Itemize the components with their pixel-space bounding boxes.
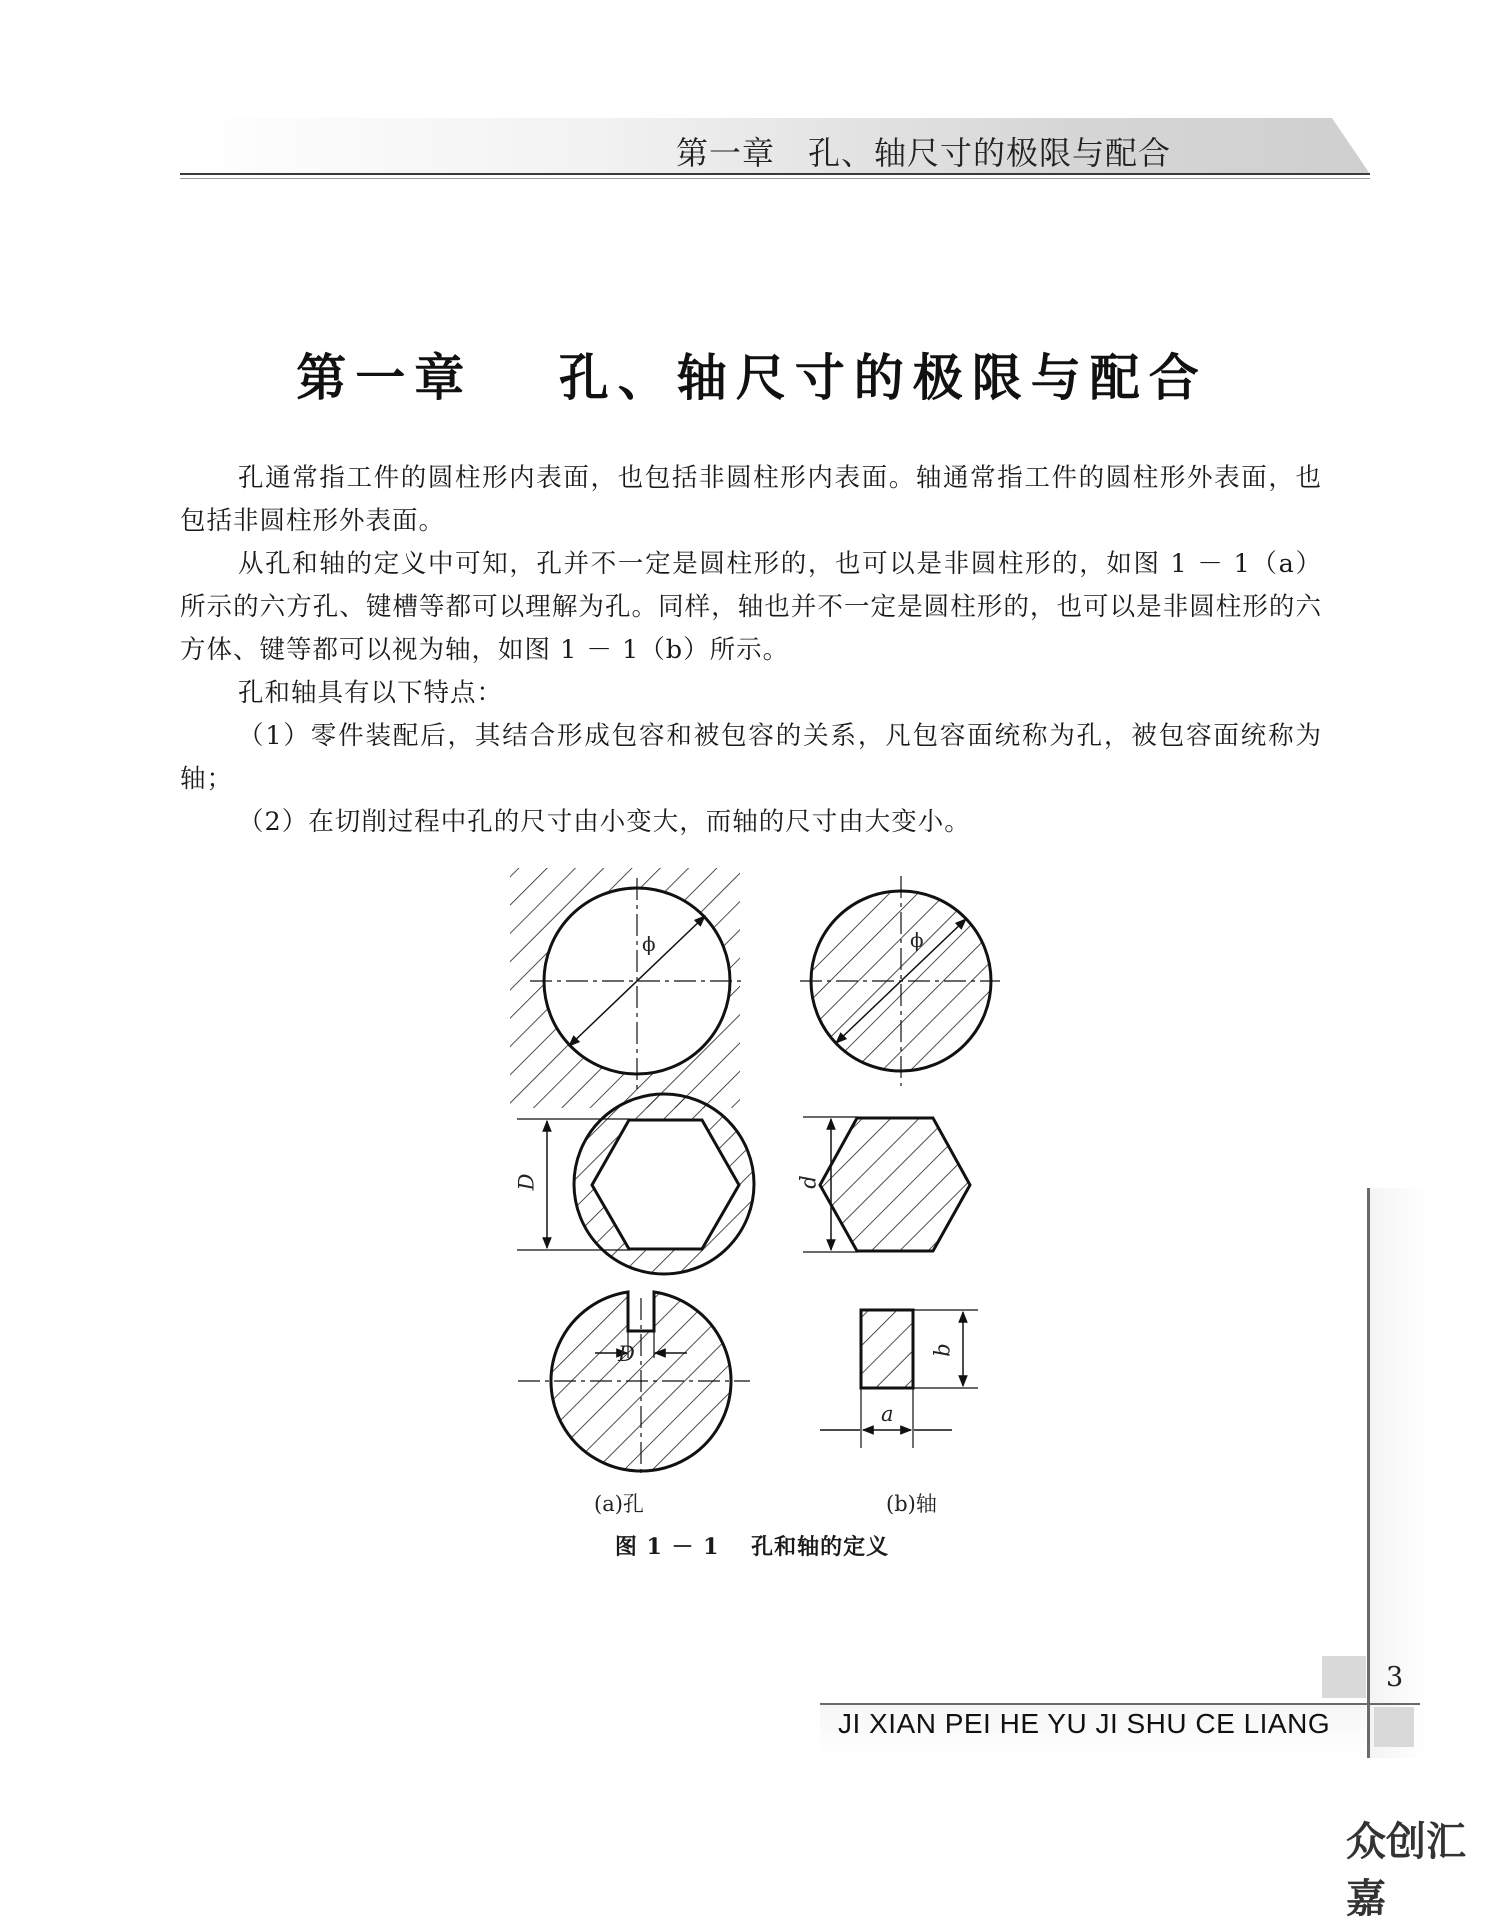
key-width-label: a bbox=[881, 1402, 894, 1426]
keyway-hole-drawing bbox=[518, 1292, 750, 1473]
round-shaft-drawing bbox=[800, 876, 1000, 1086]
paragraph: 孔和轴具有以下特点： bbox=[238, 678, 504, 708]
footer-decor-square bbox=[1374, 1707, 1414, 1747]
hex-hole-drawing bbox=[517, 1094, 754, 1274]
figure-caption: 图 1 － 1 孔和轴的定义 bbox=[614, 1534, 890, 1560]
key-drawing bbox=[820, 1310, 978, 1448]
phi-label-shaft: ϕ bbox=[910, 928, 924, 952]
page-number: 3 bbox=[1386, 1662, 1404, 1693]
body-text bbox=[180, 457, 1322, 844]
keyway-dim-label: D bbox=[618, 1342, 635, 1366]
round-hole-drawing bbox=[510, 868, 745, 1108]
key-height-label: b bbox=[930, 1343, 955, 1357]
figure-hole-shaft-definition bbox=[500, 858, 1020, 1516]
footer-vertical-rule bbox=[1367, 1188, 1370, 1758]
footer-decor-square bbox=[1322, 1656, 1366, 1698]
sublabel-hole: (a)孔 bbox=[594, 1492, 644, 1516]
paragraph: 从孔和轴的定义中可知，孔并不一定是圆柱形的，也可以是非圆柱形的，如图 1 － 1（a）所示的六方孔、键槽等都可以理解为孔。同样，轴也并不一定是圆柱形的，也可以是非圆柱形的六方体、键等都可以视为轴，如图 1 － 1（b）所示。 bbox=[180, 549, 1322, 665]
paragraph: 孔通常指工件的圆柱形内表面，也包括非圆柱形内表面。轴通常指工件的圆柱形外表面，也包括非圆柱形外表面。 bbox=[180, 463, 1322, 536]
hex-shaft-dim-label: d bbox=[796, 1175, 821, 1189]
running-title: 第一章 孔、轴尺寸的极限与配合 bbox=[675, 134, 1171, 172]
hex-shaft-drawing bbox=[803, 1117, 970, 1252]
footer-book-title: JI XIAN PEI HE YU JI SHU CE LIANG bbox=[838, 1708, 1331, 1739]
figure-drawing bbox=[500, 858, 1020, 1498]
watermark: 众创汇嘉 bbox=[1346, 1819, 1466, 1922]
hex-hole-dim-label: D bbox=[514, 1173, 539, 1191]
chapter-title: 第一章 孔、轴尺寸的极限与配合 bbox=[296, 349, 1208, 407]
paragraph: （1）零件装配后，其结合形成包容和被包容的关系，凡包容面统称为孔，被包容面统称为轴； bbox=[180, 721, 1322, 794]
footer-horizontal-rule bbox=[820, 1703, 1420, 1705]
paragraph: （2）在切削过程中孔的尺寸由小变大，而轴的尺寸由大变小。 bbox=[238, 807, 971, 837]
header-rule-thin bbox=[180, 178, 1370, 179]
sublabel-shaft: (b)轴 bbox=[886, 1492, 937, 1516]
phi-label-hole: ϕ bbox=[642, 932, 656, 956]
